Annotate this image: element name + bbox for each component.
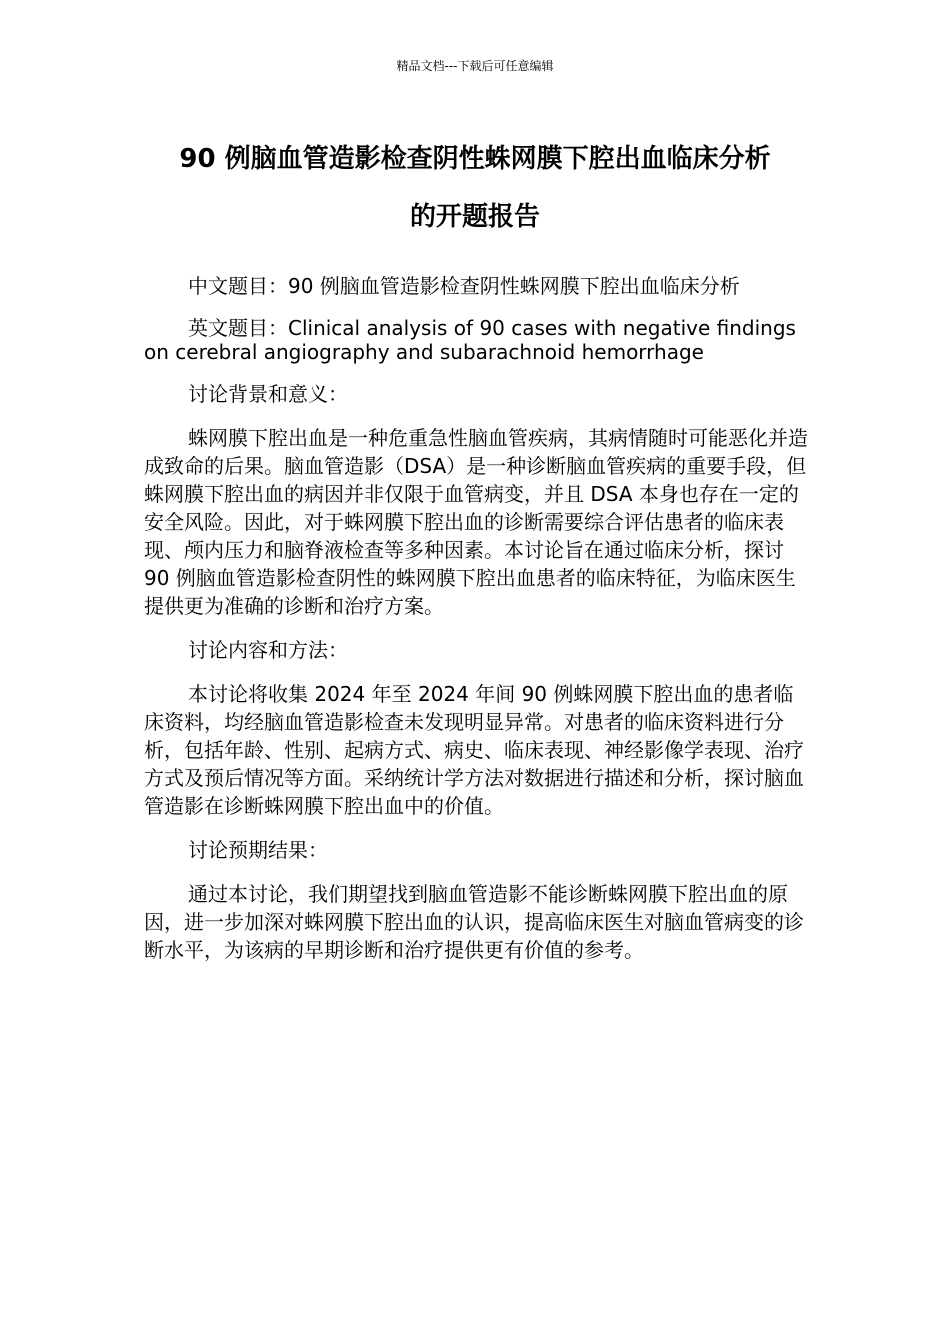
document-title — [100, 130, 850, 246]
section-heading-background: 讨论背景和意义： — [188, 382, 348, 406]
page-header-note: 精品文档---下载后可任意编辑 — [396, 59, 554, 73]
section-heading-methods: 讨论内容和方法： — [188, 638, 348, 662]
english-title-line: 英文题目：Clinical analysis of 90 cases with negative findings on cerebral angiography and subarachnoid hemorrhage — [144, 316, 796, 364]
title-line-1: 90 例脑血管造影检查阴性蛛网膜下腔出血临床分析 — [179, 144, 771, 174]
expected-results-paragraph: 通过本讨论，我们期望找到脑血管造影不能诊断蛛网膜下腔出血的原因，进一步加深对蛛网膜下腔出血的认识，提高临床医生对脑血管病变的诊断水平，为该病的早期诊断和治疗提供更有价值的参考。 — [144, 882, 804, 962]
document-body — [144, 272, 808, 980]
title-line-2: 的开题报告 — [409, 202, 540, 232]
chinese-title-line: 中文题目：90 例脑血管造影检查阴性蛛网膜下腔出血临床分析 — [188, 274, 740, 298]
background-paragraph: 蛛网膜下腔出血是一种危重急性脑血管疾病，其病情随时可能恶化并造成致命的后果。脑血管造影（DSA）是一种诊断脑血管疾病的重要手段，但蛛网膜下腔出血的病因并非仅限于血管病变，并且 DSA 本身也存在一定的安全风险。因此，对于蛛网膜下腔出血的诊断需要综合评估患者的临床表现、颅内压力和脑脊液检查等多种因素。本讨论旨在通过临床分析，探讨 90 例脑血管造影检查阴性的蛛网膜下腔出血患者的临床特征，为临床医生提供更为准确的诊断和治疗方案。 — [144, 426, 808, 618]
methods-paragraph: 本讨论将收集 2024 年至 2024 年间 90 例蛛网膜下腔出血的患者临床资料，均经脑血管造影检查未发现明显异常。对患者的临床资料进行分析，包括年龄、性别、起病方式、病史、临床表现、神经影像学表现、治疗方式及预后情况等方面。采纳统计学方法对数据进行描述和分析，探讨脑血管造影在诊断蛛网膜下腔出血中的价值。 — [144, 682, 804, 818]
section-heading-expected-results: 讨论预期结果： — [188, 838, 328, 862]
